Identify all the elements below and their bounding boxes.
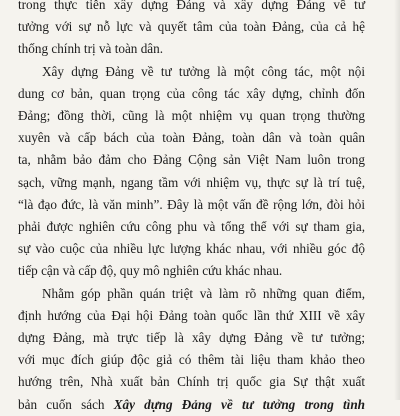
text-line: định hướng của Đại hội Đảng toàn quốc lần thứ XIII về xây bbox=[18, 307, 365, 323]
final-text-line bbox=[18, 394, 365, 416]
book-title: Xây dựng Đảng về tư tưởng trong tình bbox=[113, 396, 365, 412]
text-line: dựng Đảng, mà trực tiếp là xây dựng Đảng về tư tưởng; bbox=[18, 330, 365, 346]
text-line: “là đạo đức, là văn minh”. Đây là một vấn đề rộng lớn, đòi hỏi bbox=[18, 196, 365, 212]
text-line: tiếp cận và cấp độ, quy mô nghiên cứu khác nhau. bbox=[18, 263, 283, 279]
text-line: Đảng; đồng thời, cũng là một nhiệm vụ quan trọng thường bbox=[18, 108, 365, 124]
final-line-prefix: bản cuốn sách bbox=[18, 396, 114, 412]
paragraph-start-line: Xây dựng Đảng về tư tưởng là một công tác, một nội bbox=[42, 63, 365, 79]
text-line: sạch, vững mạnh, ngang tầm với nhiệm vụ, thực sự là trí tuệ, bbox=[18, 174, 365, 190]
page-edge-shadow bbox=[394, 0, 400, 400]
text-line: với mục đích giúp độc giả có thêm tài liệu tham khảo theo bbox=[18, 352, 365, 368]
text-line: sự vào cuộc của nhiều lực lượng khác nhau, với nhiều góc độ bbox=[18, 241, 365, 257]
body-text bbox=[18, 0, 365, 416]
text-line: trong thực tiễn xây dựng Đảng và xây dựng Đảng về tư bbox=[18, 0, 365, 12]
text-line: thống chính trị và toàn dân. bbox=[18, 41, 164, 57]
text-line: dung cơ bản, quan trọng của công tác xây dựng, chỉnh đốn bbox=[18, 85, 365, 101]
text-line: xuyên và cấp bách của toàn Đảng, toàn dân và toàn quân bbox=[18, 130, 365, 146]
text-line: tưởng với sự nỗ lực và quyết tâm của toàn Đảng, của cả hệ bbox=[18, 19, 365, 35]
text-line: ta, nhằm bảo đảm cho Đảng Cộng sản Việt Nam luôn trong bbox=[18, 152, 365, 168]
paragraph-start-line: Nhằm góp phần quán triệt và làm rõ những quan điểm, bbox=[42, 285, 365, 301]
text-line: phải được nghiên cứu công phu và tổng thể với sự tham gia, bbox=[18, 219, 365, 235]
text-line: hướng trên, Nhà xuất bản Chính trị quốc gia Sự thật xuất bbox=[18, 374, 365, 390]
